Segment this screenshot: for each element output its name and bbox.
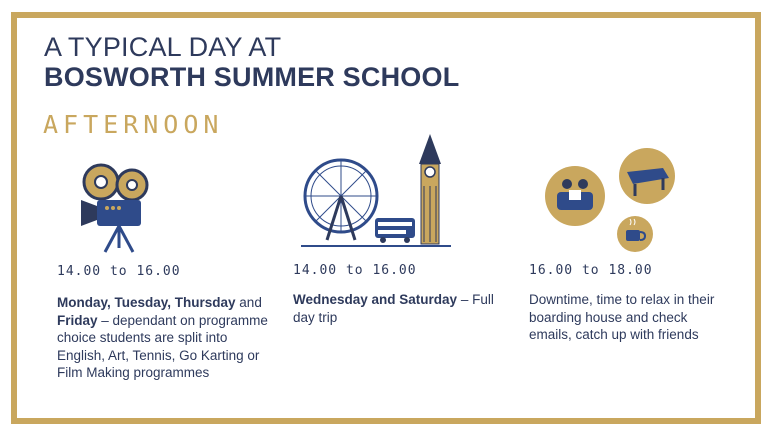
time-col-2: 14.00 to 16.00 (293, 263, 417, 278)
downtime-icon (543, 146, 683, 256)
london-landmarks-icon (301, 130, 451, 250)
desc-col-1-text-1: and (235, 295, 262, 310)
section-heading: AFTERNOON (43, 110, 224, 139)
desc-col-3-text-1: Downtime, time to relax in their boarding house and check emails, catch up with friends (529, 292, 715, 342)
desc-col-2 (293, 291, 503, 326)
desc-col-3 (529, 291, 729, 344)
title-line-2: BOSWORTH SUMMER SCHOOL (44, 62, 460, 92)
title-line-1: A TYPICAL DAY AT (44, 32, 282, 62)
desc-col-2-text-1: – Full day trip (293, 292, 494, 325)
time-col-1: 14.00 to 16.00 (57, 264, 181, 279)
time-col-3: 16.00 to 18.00 (529, 263, 653, 278)
desc-col-2-bold-1: Wednesday and Saturday (293, 292, 458, 307)
film-camera-icon (77, 158, 155, 254)
desc-col-1-bold-1: Monday, Tuesday, Thursday (57, 295, 236, 310)
desc-col-1 (57, 294, 279, 382)
page-frame (11, 12, 761, 424)
desc-col-1-text-2: – dependant on programme choice students are split into English, Art, Tennis, Go Karting or Film Making programmes (57, 312, 268, 380)
desc-col-1-bold-2: Friday (57, 312, 98, 328)
